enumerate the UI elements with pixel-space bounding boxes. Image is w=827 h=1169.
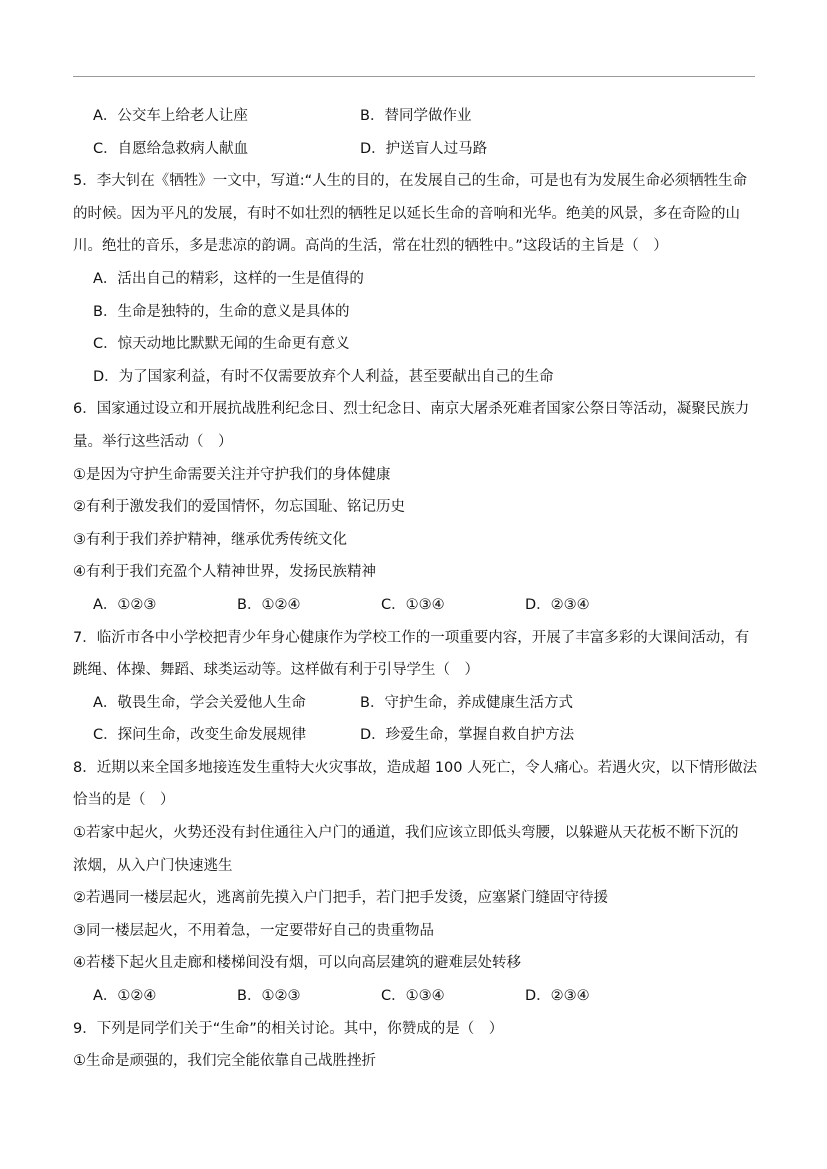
q6-option-c[interactable]: C．①③④ — [381, 596, 445, 613]
q8-statement-1-line-2: 浓烟，从入户门快速逃生 — [73, 857, 233, 874]
q6-option-b[interactable]: B．①②④ — [237, 596, 301, 613]
header-rule — [73, 76, 755, 77]
q6-statement-3: ③有利于我们养护精神，继承优秀传统文化 — [73, 531, 347, 548]
q8-stem-line-2: 恰当的是（ ） — [73, 792, 175, 809]
question-content — [73, 100, 763, 1078]
q6-options-row — [73, 589, 763, 622]
q9-statement-1: ①生命是顽强的，我们完全能依靠自己战胜挫折 — [73, 1053, 376, 1070]
q8-option-c[interactable]: C．①③④ — [381, 988, 445, 1005]
q7-options-row-1 — [73, 687, 763, 720]
q7-option-a[interactable]: A．敬畏生命，学会关爱他人生命 — [93, 694, 306, 711]
q5-stem-line-1: 5．李大钊在《牺牲》一文中，写道:“人生的目的，在发展自己的生命，可是也有为发展生命必须牺牲生命 — [73, 173, 748, 190]
q9-stem-line-1: 9．下列是同学们关于“生命”的相关讨论。其中，你赞成的是（ ） — [73, 1020, 504, 1037]
q4-option-b[interactable]: B．替同学做作业 — [360, 108, 472, 124]
q5-stem-line-3: 川。绝壮的音乐，多是悲凉的韵调。高尚的生活，常在壮烈的牺牲中。”这段话的主旨是（ ） — [73, 238, 668, 255]
q7-option-d[interactable]: D．珍爱生命，掌握自救自护方法 — [360, 727, 575, 744]
q6-option-a[interactable]: A．①②③ — [93, 596, 157, 613]
q4-option-a[interactable]: A．公交车上给老人让座 — [93, 108, 248, 124]
q4-option-c[interactable]: C．自愿给急救病人献血 — [93, 140, 249, 157]
q6-stem-line-2: 量。举行这些活动（ ） — [73, 433, 233, 450]
q4-option-d[interactable]: D．护送盲人过马路 — [360, 140, 488, 157]
q8-option-b[interactable]: B．①②③ — [237, 988, 301, 1005]
q5-stem-line-2: 的时候。因为平凡的发展，有时不如壮烈的牺牲足以延长生命的音响和光华。绝美的风景，多在奇险的山 — [73, 205, 740, 222]
q4-options-row-1 — [73, 100, 763, 133]
q8-statement-4: ④若楼下起火且走廊和楼梯间没有烟，可以向高层建筑的避难层处转移 — [73, 955, 521, 972]
q4-options-row-2 — [73, 133, 763, 166]
q5-option-c[interactable]: C．惊天动地比默默无闻的生命更有意义 — [93, 336, 350, 353]
q7-stem-line-1: 7．临沂市各中小学校把青少年身心健康作为学校工作的一项重要内容，开展了丰富多彩的大课间活动，有 — [73, 629, 750, 646]
q6-statement-1: ①是因为守护生命需要关注并守护我们的身体健康 — [73, 466, 391, 483]
q8-statement-3: ③同一楼层起火，不用着急，一定要带好自己的贵重物品 — [73, 922, 434, 939]
q5-option-d[interactable]: D．为了国家利益，有时不仅需要放弃个人利益，甚至要献出自己的生命 — [93, 368, 554, 385]
q8-options-row — [73, 980, 763, 1013]
q7-option-c[interactable]: C．探问生命，改变生命发展规律 — [93, 727, 307, 744]
q7-option-b[interactable]: B．守护生命，养成健康生活方式 — [360, 694, 573, 711]
q6-option-d[interactable]: D．②③④ — [525, 596, 590, 613]
q8-statement-1-line-1: ①若家中起火，火势还没有封住通往入户门的通道，我们应该立即低头弯腰，以躲避从天花板不断下沉的 — [73, 825, 739, 842]
q5-option-a[interactable]: A．活出自己的精彩，这样的一生是值得的 — [93, 270, 364, 287]
q5-option-b[interactable]: B．生命是独特的，生命的意义是具体的 — [93, 303, 350, 320]
q8-option-d[interactable]: D．②③④ — [525, 988, 590, 1005]
q8-statement-2: ②若遇同一楼层起火，逃离前先摸入户门把手，若门把手发烫，应塞紧门缝固守待援 — [73, 890, 608, 907]
q6-statement-4: ④有利于我们充盈个人精神世界，发扬民族精神 — [73, 564, 376, 581]
q8-option-a[interactable]: A．①②④ — [93, 988, 157, 1005]
q6-statement-2: ②有利于激发我们的爱国情怀，勿忘国耻、铭记历史 — [73, 499, 405, 516]
q7-options-row-2 — [73, 719, 763, 752]
q8-stem-line-1: 8．近期以来全国多地接连发生重特大火灾事故，造成超 100 人死亡，令人痛心。若遇火灾，以下情形做法 — [73, 759, 758, 776]
q7-stem-line-2: 跳绳、体操、舞蹈、球类运动等。这样做有利于引导学生（ ） — [73, 662, 479, 679]
q6-stem-line-1: 6．国家通过设立和开展抗战胜利纪念日、烈士纪念日、南京大屠杀死难者国家公祭日等活动，凝聚民族力 — [73, 401, 750, 418]
